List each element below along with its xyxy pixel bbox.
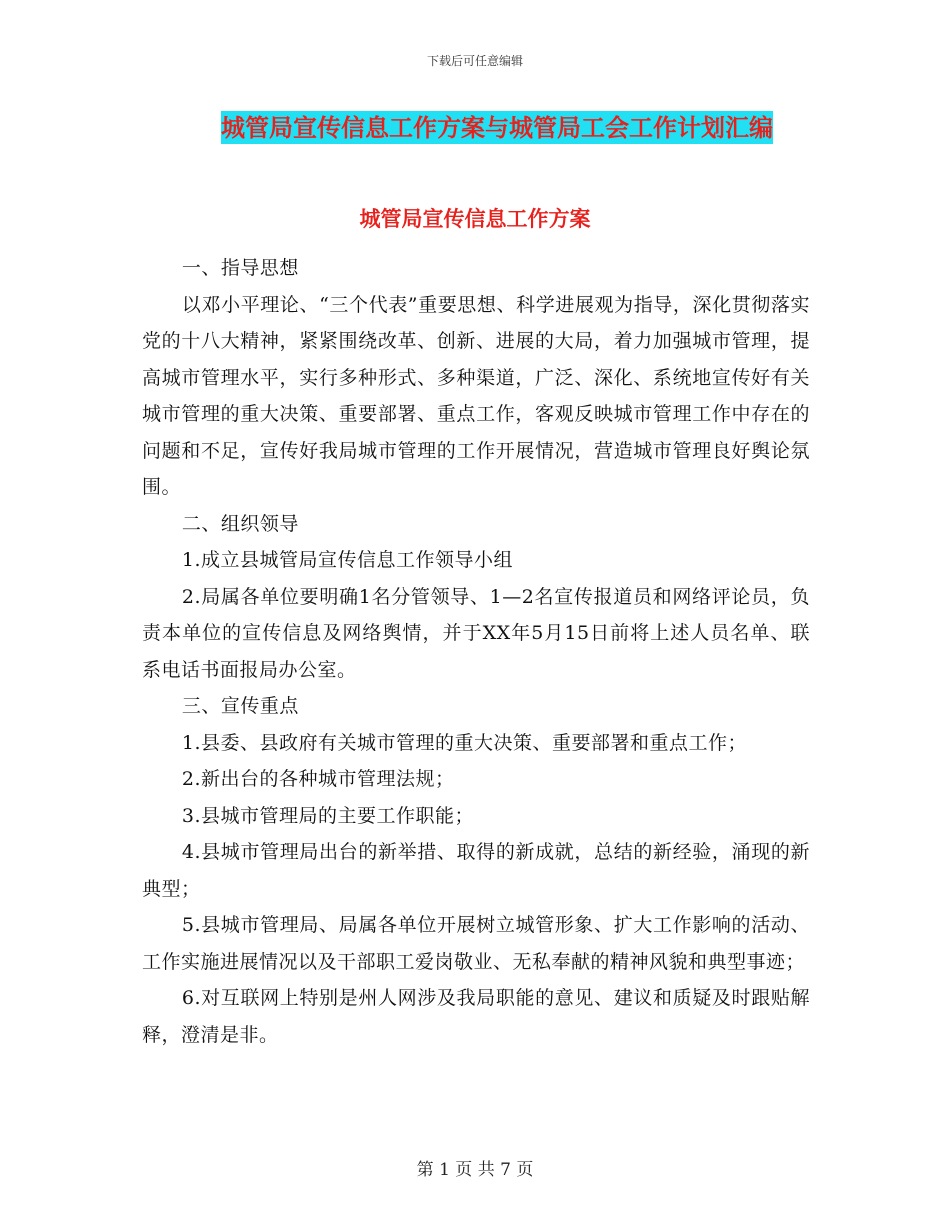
heading-publicity-focus: 三、宣传重点 [181,695,299,717]
paragraph-focus-item-4: 4.县城市管理局出台的新举措、取得的新成就，总结的新经验，涌现的新典型； [142,841,810,900]
paragraph-guiding-ideology: 以邓小平理论、“三个代表”重要思想、科学进展观为指导，深化贯彻落实党的十八大精神，紧紧围绕改革、创新、进展的大局，着力加强城市管理，提高城市管理水平，实行多种形式、多种渠道，广泛、深化、系统地宣传好有关城市管理的重大决策、重要部署、重点工作，客观反映城市管理工作中存在的问题和不足，宣传好我局城市管理的工作开展情况，营造城市管理良好舆论氛围。 [142,293,810,498]
document-body [142,250,810,1053]
document-title [193,110,801,146]
header-note: 下载后可任意编辑 [426,54,523,68]
paragraph-org-item-1: 1.成立县城管局宣传信息工作领导小组 [181,549,514,571]
page-footer: 第 1 页 共 7 页 [416,1160,534,1180]
paragraph-org-item-2: 2.局属各单位要明确1名分管领导、1—2名宣传报道员和网络评论员，负责本单位的宣传信息及网络舆情，并于XX年5月15日前将上述人员名单、联系电话书面报局办公室。 [142,585,810,681]
paragraph-focus-item-5: 5.县城市管理局、局属各单位开展树立城管形象、扩大工作影响的活动、工作实施进展情况以及干部职工爱岗敬业、无私奉献的精神风貌和典型事迹； [142,914,810,973]
section-title: 城管局宣传信息工作方案 [359,206,591,231]
document-title-text: 城管局宣传信息工作方案与城管局工会工作计划汇编 [221,113,773,142]
paragraph-focus-item-3: 3.县城市管理局的主要工作职能； [181,804,475,827]
heading-guiding-ideology: 一、指导思想 [181,257,299,279]
paragraph-focus-item-6: 6.对互联网上特别是州人网涉及我局职能的意见、建议和质疑及时跟贴解释，澄清是非。 [142,987,810,1046]
heading-organization: 二、组织领导 [181,512,299,535]
paragraph-focus-item-2: 2.新出台的各种城市管理法规； [181,768,455,790]
paragraph-focus-item-1: 1.县委、县政府有关城市管理的重大决策、重要部署和重点工作； [181,731,748,754]
